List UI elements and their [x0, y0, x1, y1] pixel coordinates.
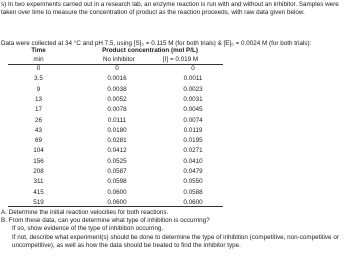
no-inhibitor-cell: 0.0600 [107, 188, 127, 196]
time-cell: 13 [34, 95, 42, 103]
table-body [0, 64, 223, 208]
question-b-if-so: If so, show evidence of the type of inhibition occurring. [12, 225, 164, 233]
inhibitor-cell: 0 [191, 65, 195, 73]
time-cell: 156 [33, 157, 44, 165]
table-row [0, 85, 223, 95]
inhibitor-cell: 0.0479 [183, 168, 203, 176]
no-inhibitor-cell: 0.0078 [107, 106, 127, 114]
time-cell: 69 [34, 137, 42, 145]
no-inhibitor-cell: 0.0281 [107, 137, 127, 145]
inhibitor-header: [I] = 0.019 M [163, 55, 199, 63]
time-cell: 519 [33, 198, 44, 206]
question-b-if-not: If not, describe what experiment(s) should be done to determine the type of inhibition (competitive, non-competitive or uncompetitive), as well as how the data should be treated to find the inhibitor type. [12, 233, 339, 249]
no-inhibitor-cell: 0.0111 [107, 116, 127, 124]
no-inhibitor-cell: 0.0600 [107, 198, 127, 206]
no-inhibitor-cell: 0.0525 [107, 157, 127, 165]
inhibitor-cell: 0.0410 [183, 157, 203, 165]
table-row [0, 64, 223, 74]
no-inhibitor-cell: 0.0038 [107, 85, 127, 93]
no-inhibitor-cell: 0.0598 [107, 178, 127, 186]
inhibitor-cell: 0.0600 [183, 198, 203, 206]
problem-intro: s) In two experiments carried out in a research lab, an enzyme reaction is run with and without an inhibitor. Samples were taken over time to measure the concentration of product as the reaction proceeds, with raw data given below. [1, 1, 339, 17]
inhibitor-cell: 0.0588 [183, 188, 203, 196]
time-cell: 311 [33, 178, 44, 186]
experimental-conditions: Data were collected at 34 °C and pH 7.5, using [S]₀ = 0.115 M (for both trials) & [E]₀ = 0.0024 M (for both trials): [1, 40, 312, 47]
table-row [0, 95, 223, 105]
inhibitor-cell: 0.0119 [183, 126, 203, 134]
table-row [0, 157, 223, 167]
time-cell: 208 [33, 168, 44, 176]
time-cell: 26 [34, 116, 42, 124]
inhibitor-cell: 0.0074 [183, 116, 203, 124]
time-unit: min [33, 55, 44, 63]
questions [1, 209, 347, 250]
table-row [0, 188, 223, 198]
table-row [0, 177, 223, 187]
table-row [0, 167, 223, 177]
time-cell: 0 [36, 65, 41, 73]
question-a: A. Determine the initial reaction velocities for both reactions. [1, 209, 169, 216]
no-inhibitor-cell: 0.0016 [107, 75, 127, 83]
product-concentration-header: Product concentration (mol P/L) [102, 47, 198, 55]
table-bottom-rule [8, 206, 223, 207]
time-cell: 17 [34, 106, 42, 114]
time-cell: 3.5 [34, 75, 43, 83]
inhibitor-cell: 0.0550 [183, 178, 203, 186]
data-table [0, 47, 223, 208]
time-cell: 43 [34, 126, 42, 134]
no-inhibitor-cell: 0.0180 [107, 126, 127, 134]
time-cell: 9 [36, 85, 41, 93]
inhibitor-cell: 0.0195 [183, 137, 203, 145]
no-inhibitor-cell: 0.0587 [107, 168, 127, 176]
time-header: Time [31, 47, 46, 55]
no-inhibitor-cell: 0 [115, 65, 119, 73]
no-inhibitor-header: No inhibitor [103, 55, 135, 63]
table-top-rule [8, 64, 223, 65]
table-row [0, 126, 223, 136]
inhibitor-cell: 0.0011 [183, 75, 203, 83]
table-subheader-row [0, 56, 223, 65]
table-row [0, 115, 223, 125]
table-row [0, 105, 223, 115]
table-row [0, 74, 223, 84]
table-header-row [0, 47, 223, 56]
inhibitor-cell: 0.0045 [183, 106, 203, 114]
no-inhibitor-cell: 0.0412 [107, 147, 127, 155]
table-row [0, 146, 223, 156]
question-b: B. From these data, can you determine what type of inhibition is occurring? [1, 217, 210, 225]
inhibitor-cell: 0.0031 [183, 95, 203, 103]
no-inhibitor-cell: 0.0052 [107, 95, 127, 103]
table-row [0, 136, 223, 146]
time-cell: 104 [33, 147, 44, 155]
inhibitor-cell: 0.0271 [183, 147, 203, 155]
inhibitor-cell: 0.0023 [183, 85, 203, 93]
time-cell: 415 [33, 188, 44, 196]
